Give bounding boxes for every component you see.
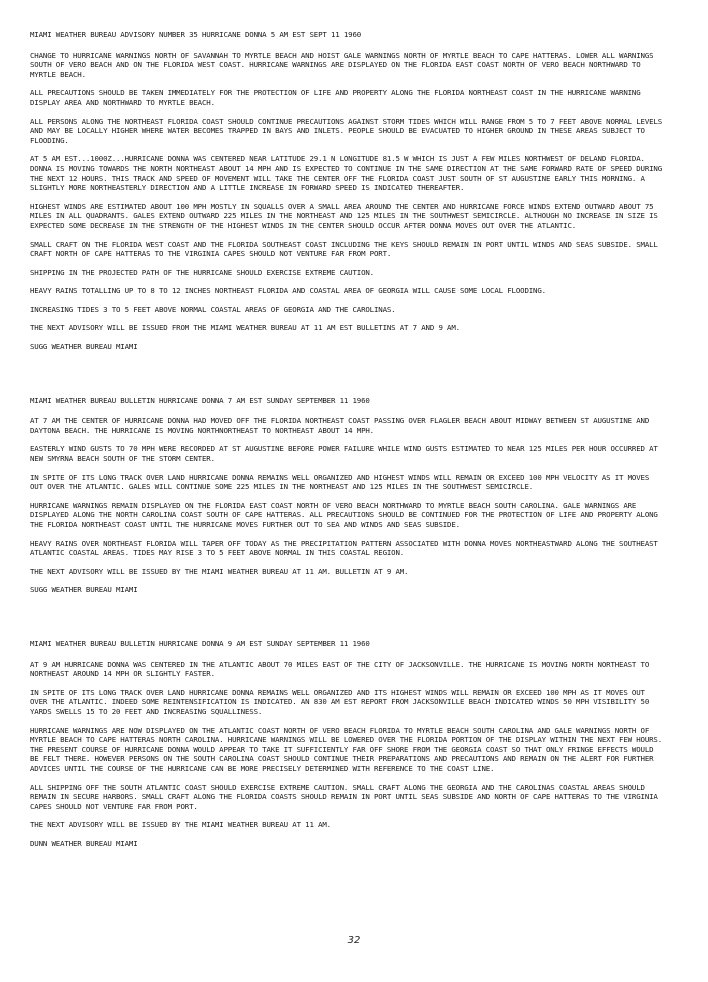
- signature: DUNN WEATHER BUREAU MIAMI: [30, 838, 138, 848]
- paragraph: AT 9 AM HURRICANE DONNA WAS CENTERED IN THE ATLANTIC ABOUT 70 MILES EAST OF THE CITY OF JACKSONVILLE. THE HURRICANE IS MOVING NORTH NORTHEAST TO NORTHEAST AROUND 14 MPH OR SLIGHTLY FASTER.: [30, 659, 650, 679]
- paragraph: HIGHEST WINDS ARE ESTIMATED ABOUT 100 MPH MOSTLY IN SQUALLS OVER A SMALL AREA AROUND THE CENTER AND HURRICANE FORCE WINDS EXTEND OUTWARD ABOUT 75 MILES IN ALL QUADRANTS. GALES EXTEND OUTWARD 225 MILES IN THE NORTHEAST AND 125 MILES IN THE SOUTHWEST SEMICIRCLE. ALTHOUGH NO INCREASE IN SIZE IS EXPECTED SOME DECREASE IN THE STRENGTH OF THE HIGHEST WINDS IN THE CENTER SHOULD OCCUR AFTER DONNA MOVES OUT OVER THE ATLANTIC.: [30, 201, 658, 230]
- paragraph: AT 5 AM EST...1000Z...HURRICANE DONNA WAS CENTERED NEAR LATITUDE 29.1 N LONGITUDE 81.5 W WHICH IS JUST A FEW MILES NORTHWEST OF DELAND FLORIDA. DONNA IS MOVING TOWARDS THE NORTH NORTHEAST ABOUT 14 MPH AND IS EXPECTED TO CONTINUE IN THE SAME DIRECTION AT THE SAME FORWARD RATE OF SPEED DURING THE NEXT 12 HOURS. THIS TRACK AND SPEED OF MOVEMENT WILL TAKE THE CENTER OFF THE FLORIDA COAST JUST SOUTH OF ST AUGUSTINE EARLY THIS MORNING. A SLIGHTLY MORE NORTHEASTERLY DIRECTION AND A LITTLE INCREASE IN FORWARD SPEED IS INDICATED THEREAFTER.: [30, 154, 663, 193]
- paragraph: CHANGE TO HURRICANE WARNINGS NORTH OF SAVANNAH TO MYRTLE BEACH AND HOIST GALE WARNINGS NORTH OF MYRTLE BEACH TO CAPE HATTERAS. LOWER ALL WARNINGS SOUTH OF VERO BEACH AND ON THE FLORIDA WEST COAST. HURRICANE WARNINGS ARE DISPLAYED ON THE FLORIDA EAST COAST NORTH OF VERO BEACH NORTHWARD TO MYRTLE BEACH.: [30, 50, 654, 79]
- paragraph: SMALL CRAFT ON THE FLORIDA WEST COAST AND THE FLORIDA SOUTHEAST COAST INCLUDING THE KEYS SHOULD REMAIN IN PORT UNTIL WINDS AND SEAS SUBSIDE. SMALL CRAFT NORTH OF CAPE HATTERAS TO THE VIRGINIA CAPES SHOULD NOT VENTURE FAR FROM PORT.: [30, 239, 658, 259]
- paragraph: SHIPPING IN THE PROJECTED PATH OF THE HURRICANE SHOULD EXERCISE EXTREME CAUTION.: [30, 267, 374, 277]
- paragraph: IN SPITE OF ITS LONG TRACK OVER LAND HURRICANE DONNA REMAINS WELL ORGANIZED AND ITS HIGHEST WINDS WILL REMAIN OR EXCEED 100 MPH AS IT MOVES OUT OVER THE ATLANTIC. INDEED SOME REINTENSIFICATION IS INDICATED. AN 830 AM EST REPORT FROM JACKSONVILLE BEACH INDICATED WINDS 50 MPH VISIBILITY 50 YARDS SWELLS 15 TO 20 FEET AND INCREASING SQUALLINESS.: [30, 687, 650, 716]
- paragraph: HEAVY RAINS TOTALLING UP TO 8 TO 12 INCHES NORTHEAST FLORIDA AND COASTAL AREA OF GEORGIA WILL CAUSE SOME LOCAL FLOODING.: [30, 286, 546, 296]
- paragraph: IN SPITE OF ITS LONG TRACK OVER LAND HURRICANE DONNA REMAINS WELL ORGANIZED AND HIGHEST WINDS WILL REMAIN OR EXCEED 100 MPH VELOCITY AS IT MOVES OUT OVER THE ATLANTIC. GALES WILL CONTINUE SOME 225 MILES IN THE NORTHEAST AND 125 MILES IN THE SOUTHWEST SEMICIRCLE.: [30, 472, 650, 492]
- bulletin-advisory-35: [30, 30, 666, 352]
- paragraph: THE NEXT ADVISORY WILL BE ISSUED BY THE MIAMI WEATHER BUREAU AT 11 AM. BULLETIN AT 9 AM.: [30, 566, 409, 576]
- paragraph: ALL PERSONS ALONG THE NORTHEAST FLORIDA COAST SHOULD CONTINUE PRECAUTIONS AGAINST STORM TIDES WHICH WILL RANGE FROM 5 TO 7 FEET ABOVE NORMAL LEVELS AND MAY BE LOCALLY HIGHER WHERE WATER BECOMES TRAPPED IN BAYS AND INLETS. PEOPLE SHOULD BE EVACUATED TO HIGHER GROUND IN THESE AREAS SUBJECT TO FLOODING.: [30, 116, 663, 145]
- page-number: 32: [347, 935, 361, 946]
- bulletin-9am: [30, 639, 666, 849]
- signature: SUGG WEATHER BUREAU MIAMI: [30, 342, 138, 352]
- bulletin-title: MIAMI WEATHER BUREAU BULLETIN HURRICANE DONNA 9 AM EST SUNDAY SEPTEMBER 11 1960: [30, 638, 370, 648]
- signature: SUGG WEATHER BUREAU MIAMI: [30, 585, 138, 595]
- paragraph: INCREASING TIDES 3 TO 5 FEET ABOVE NORMAL COASTAL AREAS OF GEORGIA AND THE CAROLINAS.: [30, 304, 396, 314]
- paragraph: THE NEXT ADVISORY WILL BE ISSUED BY THE MIAMI WEATHER BUREAU AT 11 AM.: [30, 820, 331, 830]
- paragraph: HEAVY RAINS OVER NORTHEAST FLORIDA WILL TAPER OFF TODAY AS THE PRECIPITATION PATTERN ASSOCIATED WITH DONNA MOVES NORTHEASTWARD ALONG THE SOUTHEAST ATLANTIC COASTAL AREAS. TIDES MAY RISE 3 TO 5 FEET ABOVE NORMAL IN THIS COASTAL REGION.: [30, 538, 658, 558]
- bulletin-7am: [30, 396, 666, 595]
- paragraph: EASTERLY WIND GUSTS TO 70 MPH WERE RECORDED AT ST AUGUSTINE BEFORE POWER FAILURE WHILE WIND GUSTS ESTIMATED TO NEAR 125 MILES PER HOUR OCCURRED AT NEW SMYRNA BEACH SOUTH OF THE STORM CENTER.: [30, 444, 658, 464]
- paragraph: AT 7 AM THE CENTER OF HURRICANE DONNA HAD MOVED OFF THE FLORIDA NORTHEAST COAST PASSING OVER FLAGLER BEACH ABOUT MIDWAY BETWEEN ST AUGUSTINE AND DAYTONA BEACH. THE HURRICANE IS MOVING NORTHNORTHEAST TO NORTHEAST ABOUT 14 MPH.: [30, 416, 650, 435]
- paragraph: THE NEXT ADVISORY WILL BE ISSUED FROM THE MIAMI WEATHER BUREAU AT 11 AM EST BULLETINS AT 7 AND 9 AM.: [30, 323, 460, 333]
- bulletin-title: MIAMI WEATHER BUREAU ADVISORY NUMBER 35 HURRICANE DONNA 5 AM EST SEPT 11 1960: [30, 30, 362, 39]
- paragraph: ALL PRECAUTIONS SHOULD BE TAKEN IMMEDIATELY FOR THE PROTECTION OF LIFE AND PROPERTY ALONG THE FLORIDA NORTHEAST COAST IN THE HURRICANE WARNING DISPLAY AREA AND NORTHWARD TO MYRTLE BEACH.: [30, 88, 641, 107]
- paragraph: HURRICANE WARNINGS REMAIN DISPLAYED ON THE FLORIDA EAST COAST NORTH OF VERO BEACH NORTHWARD TO MYRTLE BEACH SOUTH CAROLINA. GALE WARNINGS ARE DISPLAYED ALONG THE NORTH CAROLINA COAST SOUTH OF CAPE HATTERAS. ALL PRECAUTIONS SHOULD BE CONTINUED FOR THE PROTECTION OF LIFE AND PROPERTY ALONG THE FLORIDA NORTHEAST COAST UNTIL THE HURRICANE MOVES FURTHER OUT TO SEA AND WINDS AND SEAS SUBSIDE.: [30, 500, 658, 529]
- paragraph: ALL SHIPPING OFF THE SOUTH ATLANTIC COAST SHOULD EXERCISE EXTREME CAUTION. SMALL CRAFT ALONG THE GEORGIA AND THE CAROLINAS COASTAL AREAS SHOULD REMAIN IN SECURE HARBORS. SMALL CRAFT ALONG THE FLORIDA COASTS SHOULD REMAIN IN PORT UNTIL SEAS SUBSIDE AND NORTH OF CAPE HATTERAS TO THE VIRGINIA CAPES SHOULD NOT VENTURE FAR FROM PORT.: [30, 782, 658, 811]
- bulletin-title: MIAMI WEATHER BUREAU BULLETIN HURRICANE DONNA 7 AM EST SUNDAY SEPTEMBER 11 1960: [30, 395, 370, 405]
- paragraph: HURRICANE WARNINGS ARE NOW DISPLAYED ON THE ATLANTIC COAST NORTH OF VERO BEACH FLORIDA TO MYRTLE BEACH SOUTH CAROLINA AND GALE WARNINGS NORTH OF MYRTLE BEACH TO CAPE HATTERAS NORTH CAROLINA. HURRICANE WARNINGS WILL BE LOWERED OVER THE FLORIDA PORTION OF THE DISPLAY WITHIN THE NEXT FEW HOURS. THE PRESENT COURSE OF HURRICANE DONNA WOULD APPEAR TO TAKE IT SUFFICIENTLY FAR OFF SHORE FROM THE GEORGIA COAST SO THAT ONLY FRINGE EFFECTS WOULD BE FELT THERE. HOWEVER PERSONS ON THE SOUTH CAROLINA COAST SHOULD CONTINUE THEIR PREPARATIONS AND PRECAUTIONS AND REMAIN ON THE ALERT FOR FURTHER ADVICES UNTIL THE COURSE OF THE HURRICANE CAN BE MORE PRECISELY DETERMINED WITH REFERENCE TO THE COAST LINE.: [30, 725, 663, 773]
